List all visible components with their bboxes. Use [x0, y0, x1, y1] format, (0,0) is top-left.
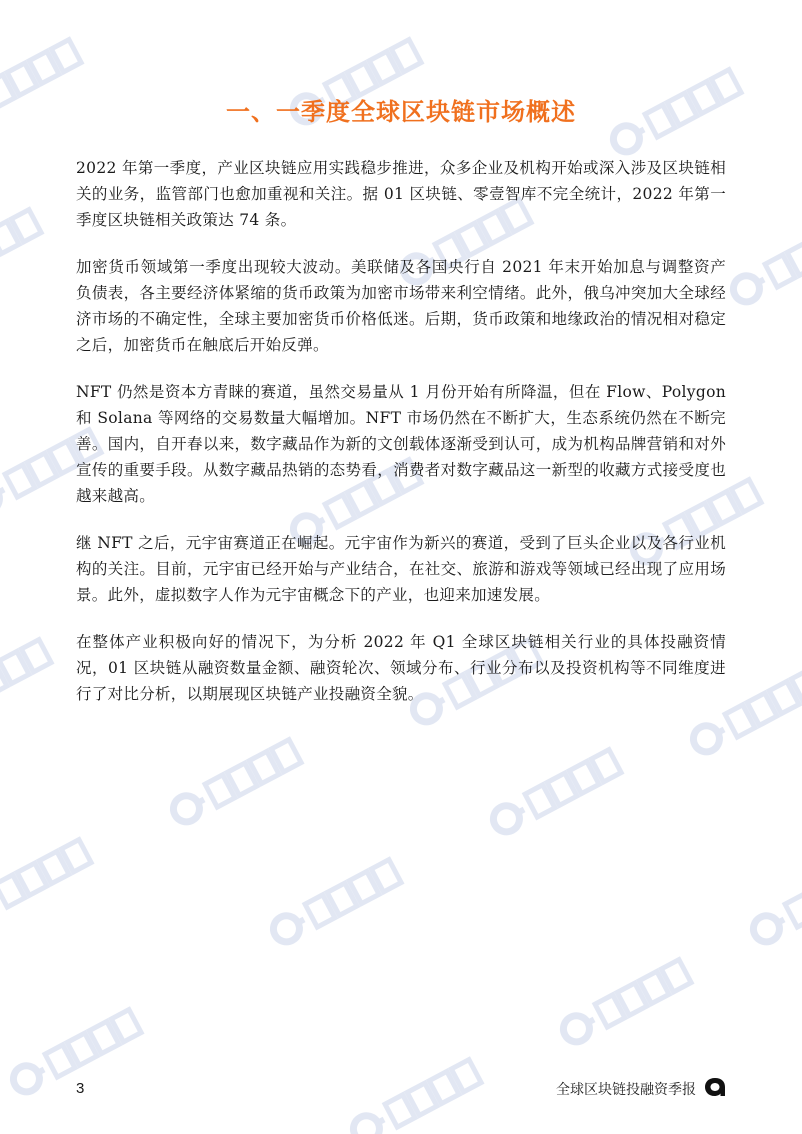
watermark-logo-icon: [548, 947, 702, 1058]
watermark-logo-icon: [738, 847, 802, 958]
brand-logo-icon: [704, 1077, 726, 1097]
watermark-logo-icon: [0, 197, 52, 308]
body-text: [76, 155, 726, 728]
paragraph: 加密货币领域第一季度出现较大波动。美联储及各国央行自 2021 年末开始加息与调整资产负债表，各主要经济体紧缩的货币政策为加密市场带来利空情绪。此外，俄乌冲突加大全球经济市场的不确定性，全球主要加密货币价格低迷。后期，货币政策和地缘政治的情况相对稳定之后，加密货币在触底后开始反弹。: [76, 258, 726, 354]
watermark-logo-icon: [718, 207, 802, 318]
report-title: 全球区块链投融资季报: [556, 1082, 696, 1098]
watermark-logo-icon: [478, 737, 632, 848]
watermark-logo-icon: [0, 827, 102, 938]
watermark-logo-icon: [158, 727, 312, 838]
watermark-logo-icon: [258, 847, 412, 958]
page-number: 3: [76, 1080, 85, 1097]
paragraph: NFT 仍然是资本方青睐的赛道，虽然交易量从 1 月份开始有所降温，但在 Flow、Polygon 和 Solana 等网络的交易数量大幅增加。NFT 市场仍然在不断扩大，生态系统仍然在不断完善。国内，自开春以来，数字藏品作为新的文创载体逐渐受到认可，成为机构品牌营销和对外宣传的重要手段。从数字藏品热销的态势看，消费者对数字藏品这一新型的收藏方式接受度也越来越高。: [76, 383, 726, 505]
paragraph: 2022 年第一季度，产业区块链应用实践稳步推进，众多企业及机构开始或深入涉及区块链相关的业务，监管部门也愈加重视和关注。据 01 区块链、零壹智库不完全统计，2022 年第一季度区块链相关政策达 74 条。: [76, 159, 726, 229]
watermark-logo-icon: [338, 1047, 492, 1134]
section-title: 一、一季度全球区块链市场概述: [226, 98, 576, 126]
watermark-logo-icon: [0, 627, 62, 738]
paragraph: 在整体产业积极向好的情况下，为分析 2022 年 Q1 全球区块链相关行业的具体投融资情况，01 区块链从融资数量金额、融资轮次、领域分布、行业分布以及投资机构等不同维度进行了对比分析，以期展现区块链产业投融资全貌。: [76, 633, 726, 703]
paragraph: 继 NFT 之后，元宇宙赛道正在崛起。元宇宙作为新兴的赛道，受到了巨头企业以及各行业机构的关注。目前，元宇宙已经开始与产业结合，在社交、旅游和游戏等领域已经出现了应用场景。此外，虚拟数字人作为元宇宙概念下的产业，也迎来加速发展。: [76, 534, 726, 604]
